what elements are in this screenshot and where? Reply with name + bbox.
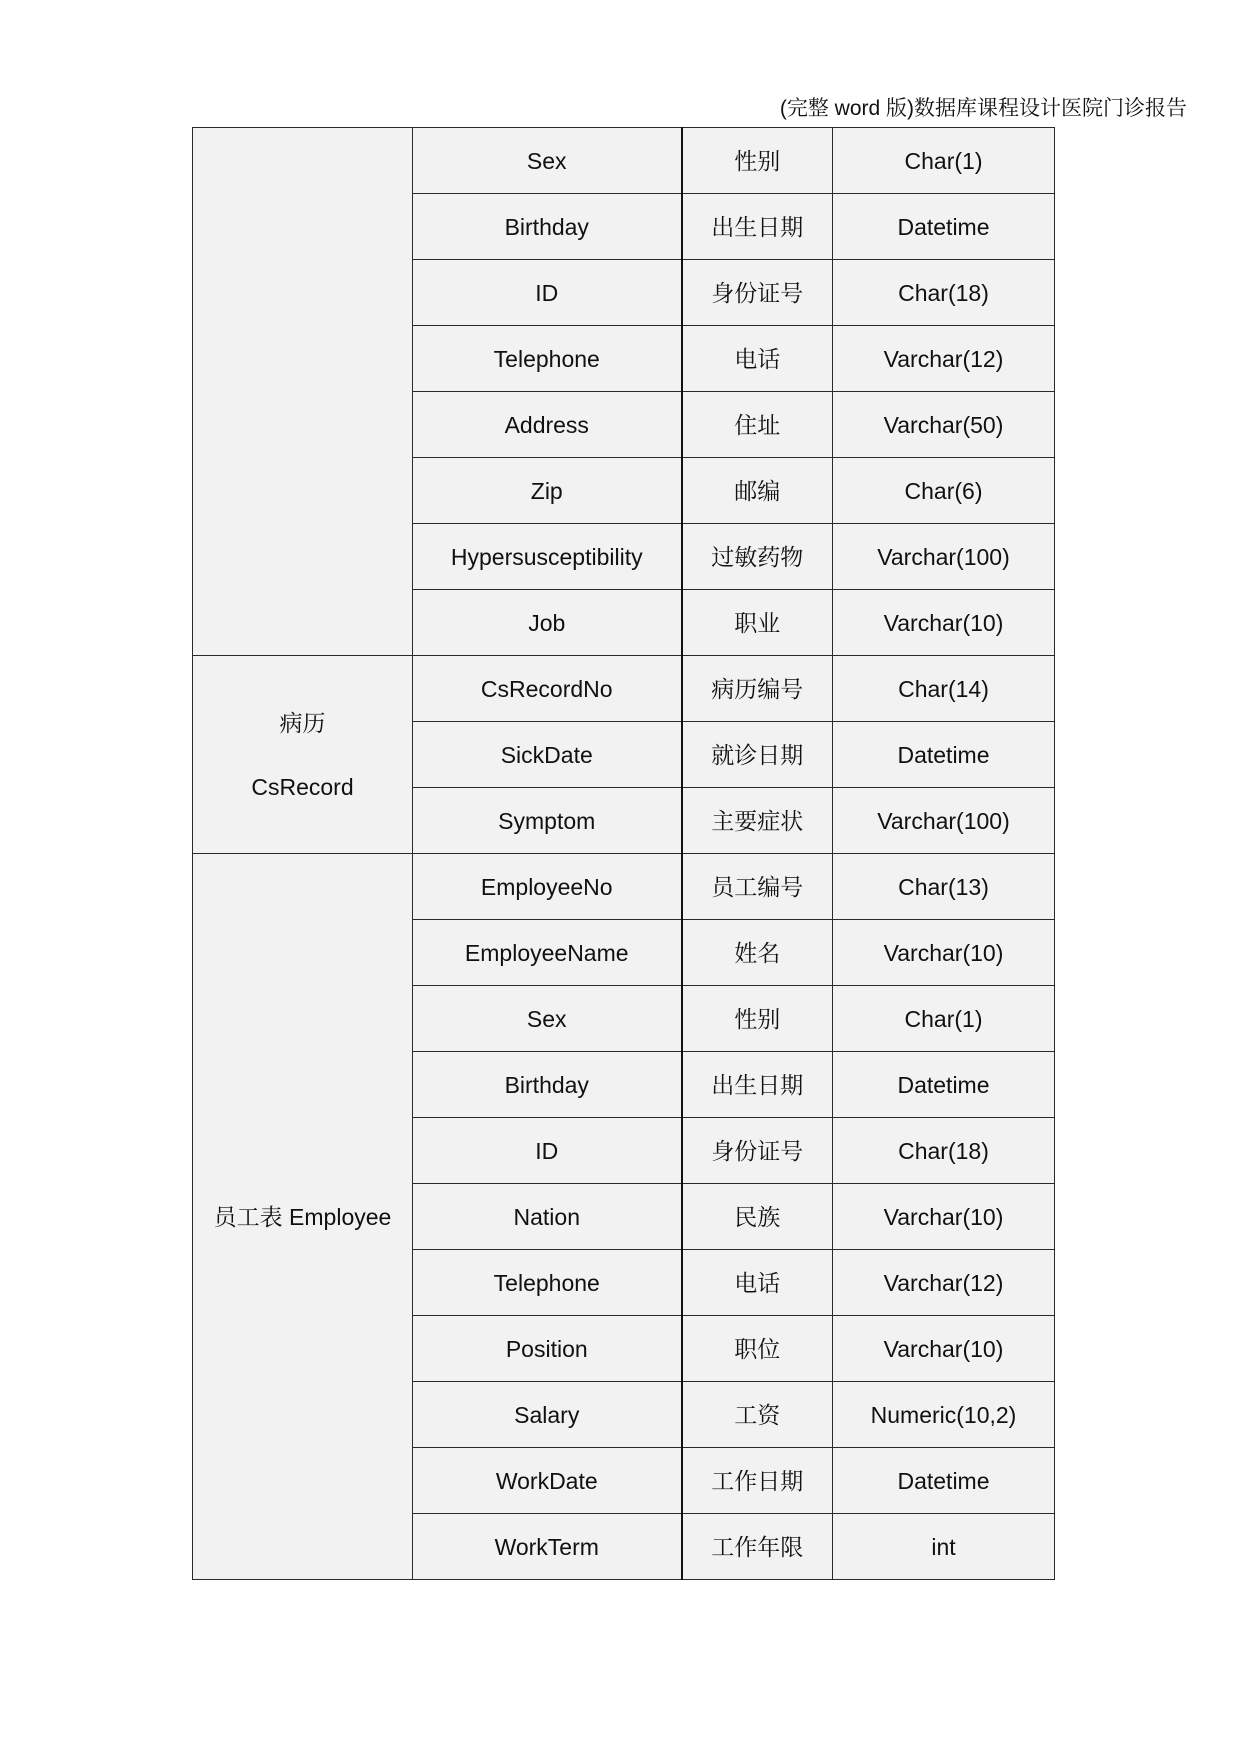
field-name-cell: Birthday	[413, 194, 682, 260]
field-data-type-cell: Datetime	[833, 1448, 1055, 1514]
field-data-type-cell: Varchar(10)	[833, 920, 1055, 986]
field-data-type-cell: Varchar(12)	[833, 326, 1055, 392]
field-chinese-name-cell: 职业	[682, 590, 833, 656]
field-chinese-name-cell: 身份证号	[682, 260, 833, 326]
field-chinese-name-cell: 邮编	[682, 458, 833, 524]
field-chinese-name-cell: 员工编号	[682, 854, 833, 920]
field-data-type-cell: Datetime	[833, 722, 1055, 788]
field-data-type-cell: Char(1)	[833, 986, 1055, 1052]
field-data-type-cell: Varchar(10)	[833, 590, 1055, 656]
field-name-cell: SickDate	[413, 722, 682, 788]
field-data-type-cell: Varchar(10)	[833, 1184, 1055, 1250]
table-group-label	[193, 854, 413, 1580]
field-name-cell: Telephone	[413, 1250, 682, 1316]
field-name-cell: Telephone	[413, 326, 682, 392]
field-data-type-cell: Varchar(50)	[833, 392, 1055, 458]
field-name-cell: Sex	[413, 128, 682, 194]
field-name-cell: WorkTerm	[413, 1514, 682, 1580]
field-name-cell: WorkDate	[413, 1448, 682, 1514]
field-chinese-name-cell: 电话	[682, 326, 833, 392]
field-chinese-name-cell: 工资	[682, 1382, 833, 1448]
table-row	[193, 854, 1055, 920]
schema-table-body	[193, 128, 1055, 1580]
field-chinese-name-cell: 过敏药物	[682, 524, 833, 590]
field-chinese-name-cell: 性别	[682, 128, 833, 194]
field-chinese-name-cell: 主要症状	[682, 788, 833, 854]
field-data-type-cell: Datetime	[833, 1052, 1055, 1118]
field-name-cell: Nation	[413, 1184, 682, 1250]
field-chinese-name-cell: 民族	[682, 1184, 833, 1250]
table-row	[193, 128, 1055, 194]
field-data-type-cell: Char(14)	[833, 656, 1055, 722]
field-data-type-cell: Varchar(12)	[833, 1250, 1055, 1316]
field-name-cell: ID	[413, 260, 682, 326]
field-data-type-cell: int	[833, 1514, 1055, 1580]
table-group-label	[193, 656, 413, 854]
field-chinese-name-cell: 住址	[682, 392, 833, 458]
field-name-cell: EmployeeNo	[413, 854, 682, 920]
field-data-type-cell: Char(18)	[833, 1118, 1055, 1184]
field-name-cell: Zip	[413, 458, 682, 524]
field-chinese-name-cell: 姓名	[682, 920, 833, 986]
field-chinese-name-cell: 工作日期	[682, 1448, 833, 1514]
field-chinese-name-cell: 出生日期	[682, 194, 833, 260]
table-row	[193, 656, 1055, 722]
field-name-cell: Job	[413, 590, 682, 656]
field-data-type-cell: Varchar(100)	[833, 788, 1055, 854]
field-name-cell: Hypersusceptibility	[413, 524, 682, 590]
schema-table	[192, 127, 1055, 1580]
field-chinese-name-cell: 病历编号	[682, 656, 833, 722]
field-name-cell: Sex	[413, 986, 682, 1052]
field-data-type-cell: Char(6)	[833, 458, 1055, 524]
field-name-cell: Birthday	[413, 1052, 682, 1118]
field-data-type-cell: Numeric(10,2)	[833, 1382, 1055, 1448]
table-group-label-line: 病历	[279, 709, 326, 736]
field-chinese-name-cell: 工作年限	[682, 1514, 833, 1580]
table-group-label-line: CsRecord	[251, 773, 354, 800]
field-data-type-cell: Varchar(10)	[833, 1316, 1055, 1382]
field-data-type-cell: Varchar(100)	[833, 524, 1055, 590]
field-name-cell: EmployeeName	[413, 920, 682, 986]
field-name-cell: Salary	[413, 1382, 682, 1448]
field-name-cell: Position	[413, 1316, 682, 1382]
field-data-type-cell: Char(1)	[833, 128, 1055, 194]
field-name-cell: CsRecordNo	[413, 656, 682, 722]
field-data-type-cell: Datetime	[833, 194, 1055, 260]
field-chinese-name-cell: 职位	[682, 1316, 833, 1382]
field-name-cell: Symptom	[413, 788, 682, 854]
field-name-cell: ID	[413, 1118, 682, 1184]
field-name-cell: Address	[413, 392, 682, 458]
document-header-title: (完整 word 版)数据库课程设计医院门诊报告	[779, 97, 1187, 120]
field-chinese-name-cell: 性别	[682, 986, 833, 1052]
field-chinese-name-cell: 就诊日期	[682, 722, 833, 788]
table-group-label-line: 员工表 Employee	[213, 1203, 392, 1230]
field-chinese-name-cell: 出生日期	[682, 1052, 833, 1118]
field-chinese-name-cell: 身份证号	[682, 1118, 833, 1184]
table-group-label	[193, 128, 413, 656]
field-data-type-cell: Char(13)	[833, 854, 1055, 920]
field-data-type-cell: Char(18)	[833, 260, 1055, 326]
field-chinese-name-cell: 电话	[682, 1250, 833, 1316]
